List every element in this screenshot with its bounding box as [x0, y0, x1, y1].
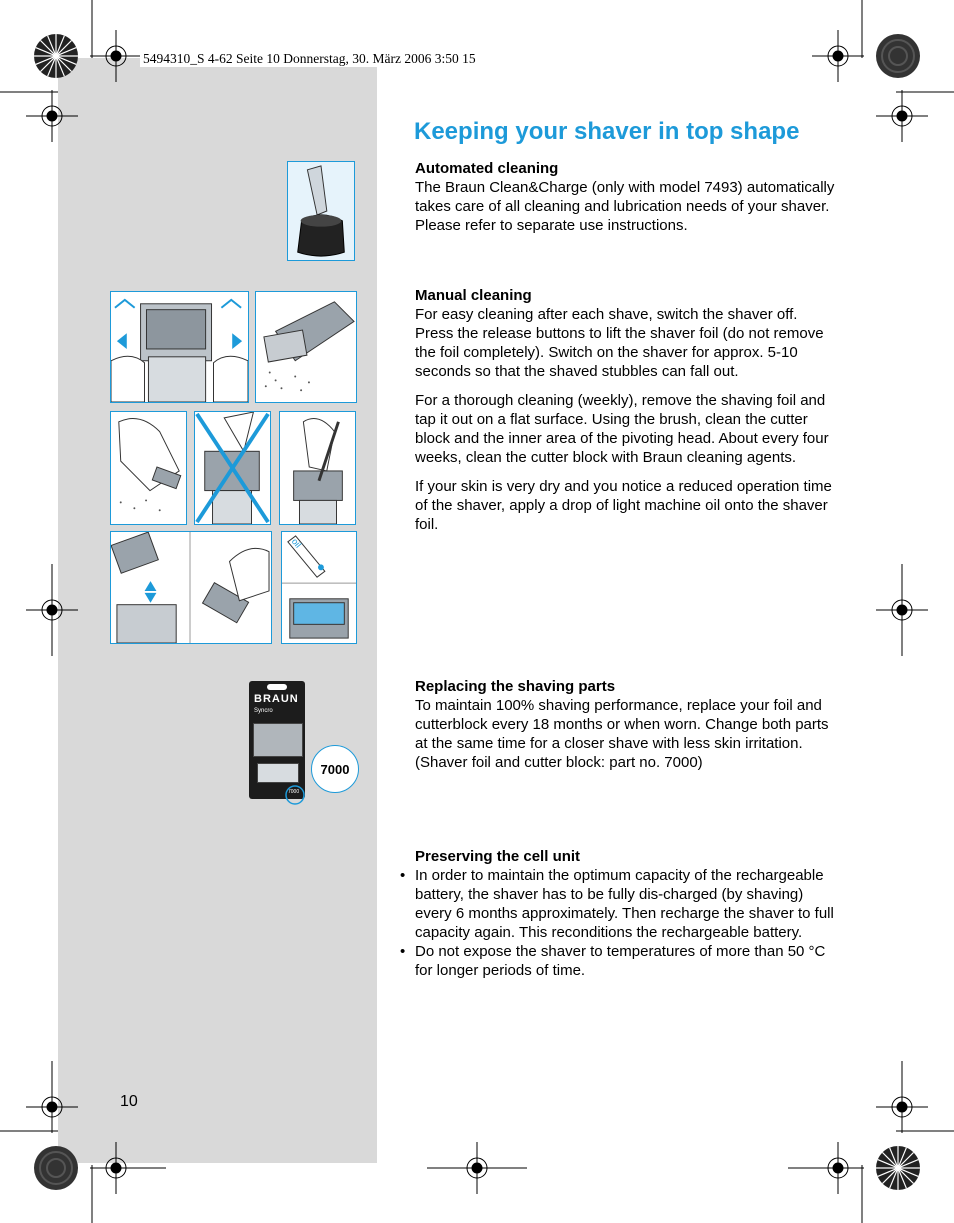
manual-cleaning-section	[415, 286, 835, 544]
replacing-parts-part-number: (Shaver foil and cutter block: part no. 7000)	[415, 754, 703, 771]
manual-cleaning-text-2: For a thorough cleaning (weekly), remove the shaving foil and tap it out on a flat surface. Using the brush, clean the cutter block and the inner area of the pivoting head. About every four weeks, clean the cutter block with Braun cleaning agents.	[415, 392, 829, 466]
page-number: 10	[120, 1093, 138, 1110]
oil-label: oil	[289, 536, 304, 550]
preserving-cell-heading: Preserving the cell unit	[415, 848, 581, 865]
preserving-cell-section	[415, 847, 835, 980]
replacement-pack-illustration	[249, 681, 305, 799]
replace-cutter-illustration	[110, 531, 272, 644]
stubbles-fall-out-illustration	[255, 291, 357, 403]
automated-cleaning-section	[415, 159, 835, 245]
pack-brand-logo: BRAUN	[254, 693, 299, 705]
manual-cleaning-text-3: If your skin is very dry and you notice a reduced operation time of the shaver, apply a drop of light machine oil onto the shaver foil.	[415, 478, 832, 533]
tap-foil-illustration	[110, 411, 187, 525]
print-header: 5494310_S 4-62 Seite 10 Donnerstag, 30. März 2006 3:50 15	[140, 51, 479, 67]
do-not-brush-foil-illustration	[194, 411, 271, 525]
oil-foil-illustration	[281, 531, 357, 644]
manual-cleaning-heading: Manual cleaning	[415, 287, 532, 304]
replacing-parts-heading: Replacing the shaving parts	[415, 678, 616, 695]
page-title: Keeping your shaver in top shape	[414, 118, 800, 145]
brush-cutter-illustration	[279, 411, 356, 525]
replacing-parts-section	[415, 677, 835, 782]
badge-callout-icon	[283, 783, 307, 807]
pack-model-label: Syncro	[254, 708, 273, 714]
replacing-parts-text: To maintain 100% shaving performance, replace your foil and cutterblock every 18 months or when worn. Change both parts at the same time for a closer shave with less skin irritation.	[415, 697, 829, 752]
pack-part-number: 7000	[288, 789, 300, 795]
automated-cleaning-heading: Automated cleaning	[415, 160, 559, 177]
preserving-cell-list	[415, 866, 835, 980]
release-buttons-illustration	[110, 291, 249, 403]
list-item: • In order to maintain the optimum capacity of the rechargeable battery, the shaver has to be fully dis-charged (by shaving) every 6 months approximately. Then recharge the shaver to full capacity again. This reconditions the rechargeable battery.	[415, 866, 835, 942]
automated-cleaning-text: The Braun Clean&Charge (only with model 7493) automatically takes care of all cleaning and lubrication needs of your shaver. Please refer to separate use instructions.	[415, 179, 835, 234]
list-item: • Do not expose the shaver to temperatures of more than 50 °C for longer periods of time.	[415, 942, 835, 980]
clean-charge-illustration	[287, 161, 355, 261]
part-number-badge: 7000	[311, 745, 359, 793]
manual-cleaning-text-1: For easy cleaning after each shave, switch the shaver off. Press the release buttons to lift the shaver foil (do not remove the foil completely). Switch on the shaver for approx. 5-10 seconds so that the shaved stubbles can fall out.	[415, 306, 824, 380]
